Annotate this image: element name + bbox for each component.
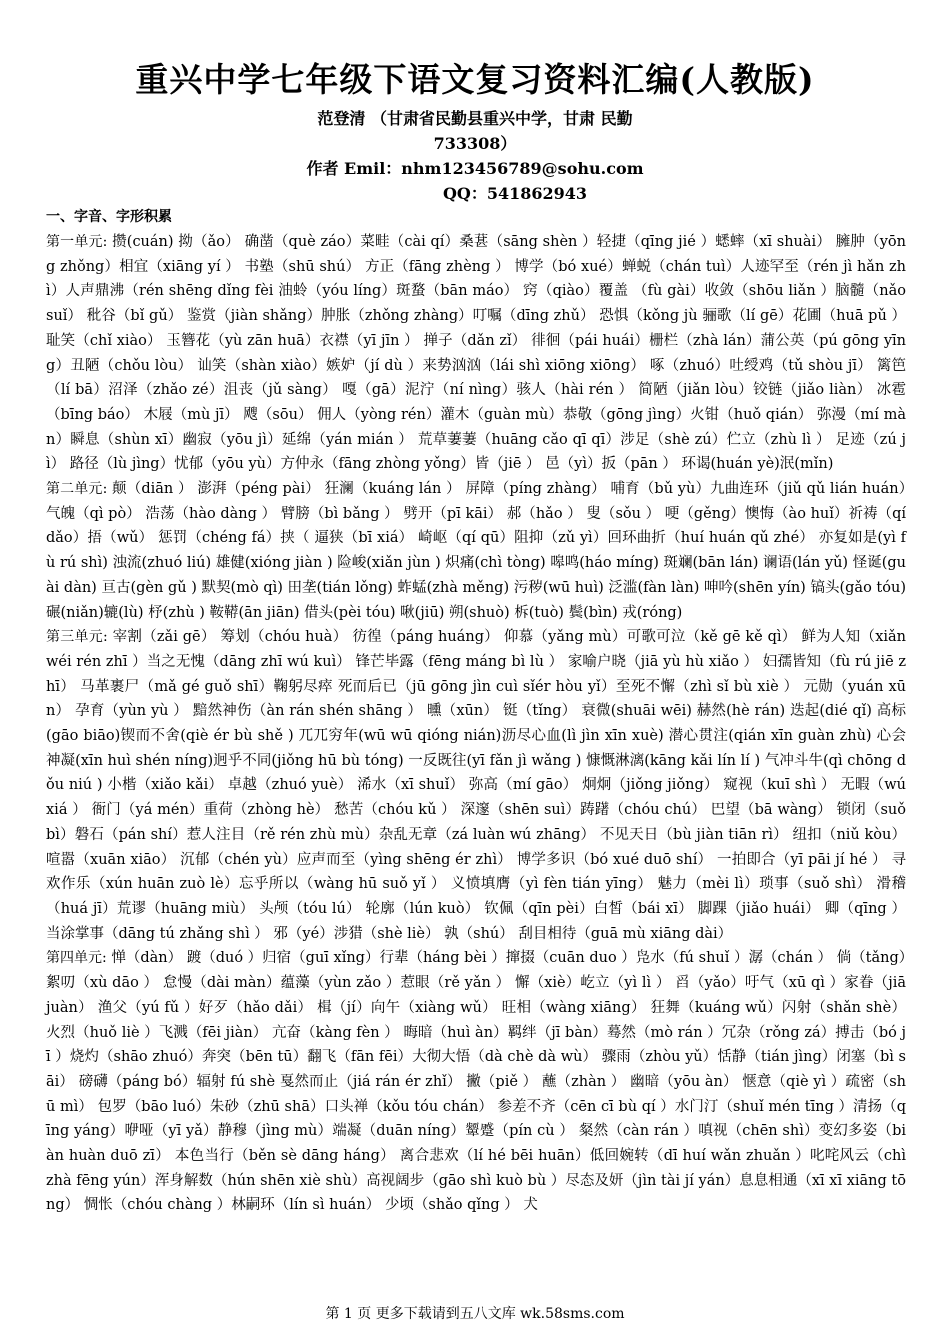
unit-label: 第一单元:	[46, 234, 108, 250]
unit-paragraph	[46, 230, 906, 477]
author-line: 范登清 （甘肃省民勤县重兴中学，甘肃 民勤	[317, 109, 633, 128]
unit-text: 宰割（zǎi gē） 筹划（chóu huà） 彷徨（páng huáng） 仰慕（yǎng mù）可歌可泣（kě gē kě qì） 鲜为人知（xiǎn wéi rén zhī ）当之无愧（dāng zhī wú kuì） 锋芒毕露（fēng máng bì lù ） 家喻户晓（jiā yù hù xiǎo ） 妇孺皆知（fù rú jiē zhī） 马革裹尸（mǎ gé guǒ shī）鞠躬尽瘁 死而后已（jū gōng jìn cuì sǐér hòu yǐ）至死不懈（zhì sǐ bù xiè ） 元勋（yuán xūn） 孕育（yùn yù ） 黯然神伤（àn rán shén shāng ） 曛（xūn） 铤（tǐng） 衰微(shuāi wēi) 赫然(hè rán) 迭起(dié qǐ) 高标(gāo biāo)锲而不舍(qiè ér bù shě ) 兀兀穷年(wū wū qióng nián)沥尽心血(lì jìn xīn xuè) 潜心贯注(qián xīn guàn zhù) 心会神凝(xīn huì shén níng)迥乎不同(jiǒng hū bù tóng) 一反既往(yī fǎn jì wǎng ) 慷慨淋漓(kāng kǎi lín lí ) 气冲斗牛(qì chōng dǒu niú ) 小楷（xiǎo kǎi） 卓越（zhuó yuè） 浠水（xī shuǐ） 弥高（mí gāo） 炯炯（jiǒng jiǒng） 窥视（kuī shì ） 无暇（wú xiá ） 衙门（yá mén）重荷（zhòng hè） 愁苦（chóu kǔ ） 深邃（shēn suì）踌躇（chóu chú） 巴望（bā wàng） 锁闭（suǒ bì）磐石（pán shí）惹人注目（rě rén zhù mù）杂乱无章（zá luàn wú zhāng） 不见天日（bù jiàn tiān rì） 纽扣（niǔ kòu） 喧嚣（xuān xiāo） 沉郁（chén yù）应声而至（yìng shēng ér zhì） 博学多识（bó xué duō shí） 一拍即合（yī pāi jí hé ） 寻欢作乐（xún huān zuò lè）忘乎所以（wàng hū suǒ yǐ ） 义愤填膺（yì fèn tián yīng） 魅力（mèi lì）琐事（suǒ shì） 滑稽（huá jī）荒谬（huāng miù） 头颅（tóu lú） 轮廓（lún kuò） 钦佩（qīn pèi）白皙（bái xī） 脚踝（jiǎo huái） 卿（qīng ） 当涂掌事（dāng tú zhǎng shì ） 邪（yé）涉猎（shè liè） 孰（shú） 刮目相待（guā mù xiāng dài）	[46, 629, 907, 942]
unit-label: 第四单元:	[46, 950, 107, 967]
postcode-line: 733308）	[433, 134, 517, 153]
document-title: 重兴中学七年级下语文复习资料汇编(人教版)	[135, 60, 815, 99]
unit-text: 惮（dàn） 踱（duó ）归宿（guī xǐng）行辈（háng bèi ）撺掇（cuān duo ）凫水（fú shuǐ ）潺（chán ） 倘（tǎng）絮叨（xù dāo ） 怠慢（dài màn）蕴藻（yùn zǎo ）惹眼（rě yǎn ） 懈（xiè）屹立（yì lì ） 舀（yǎo）吁气（xū qì ）家眷（jiā juàn） 渔父（yú fǔ ）好歹（hǎo dǎi） 楫（jí）向午（xiàng wǔ） 旺相（wàng xiāng） 狂舞（kuáng wǔ）闪射（shǎn shè） 火烈（huǒ liè ）飞溅（fēi jiàn） 亢奋（kàng fèn ） 晦暗（huì àn）羁绊（jī bàn）蓦然（mò rán ）冗杂（rǒng zá）搏击（bó jī ）烧灼（shāo zhuó）奔突（bēn tū）翻飞（fān fēi）大彻大悟（dà chè dà wù） 骤雨（zhòu yǔ）恬静（tián jìng）闭塞（bì sāi） 磅礴（páng bó）辐射 fú shè 戛然而止（jiá rán ér zhǐ） 撇（piě ） 蘸（zhàn ） 幽暗（yōu àn） 惬意（qiè yì ）疏密（shū mì） 包罗（bāo luó）朱砂（zhū shā）口头禅（kǒu tóu chán） 参差不齐（cēn cī bù qí ）水门汀（shuǐ mén tīng ）清扬（qīng yáng）咿哑（yī yǎ）静穆（jìng mù）端凝（duān níng）颦蹙（pín cù ） 粲然（càn rán ）嗔视（chēn shì）变幻多姿（biàn huàn duō zī） 本色当行（běn sè dāng háng） 离合悲欢（lí hé bēi huān）低回婉转（dī huí wǎn zhuǎn ）叱咤风云（chì zhà fēng yún）浑身解数（hún shēn xiè shù）高视阔步（gāo shì kuò bù ）尽态及妍（jìn tài jí yán）息息相通（xī xī xiāng tōng） 惆怅（chóu chàng ）林嗣环（lín sì huán） 少顷（shǎo qǐng ） 犬	[46, 950, 906, 1214]
unit-paragraph	[46, 946, 906, 1218]
unit-text: 颠（diān ） 澎湃（péng pài） 狂澜（kuáng lán ） 屏障（píng zhàng） 哺育（bǔ yù）九曲连环（jiǔ qǔ lián huán）气魄（qì pò） 浩荡（hào dàng ） 臂膀（bì bǎng ） 劈开（pī kāi） 郝（hǎo ） 叟（sǒu ） 哽（gěng）懊悔（ào huǐ）祈祷（qí dǎo）捂（wǔ） 惩罚（chéng fá）挟（ 逼狭（bī xiá） 崎岖（qí qū）阻抑（zǔ yì）回环曲折（huí huán qǔ zhé） 亦复如是(yì fù rú shì) 浊流(zhuó liú) 雄健(xióng jiàn ) 险峻(xiǎn jùn ) 炽痛(chì tòng) 嗥鸣(háo míng) 斑斓(bān lán) 谰语(lán yǔ) 怪诞(guài dàn) 亘古(gèn gǔ ) 默契(mò qì) 田垄(tián lǒng) 蚱蜢(zhà měng) 污秽(wū huì) 泛滥(fàn làn) 呻吟(shēn yín) 镐头(gǎo tóu)碾(niǎn)辘(lù) 杼(zhù ) 鞍鞯(ān jiān) 借头(pèi tóu) 啾(jiū) 朔(shuò) 柝(tuò) 鬓(bìn) 戎(róng)	[46, 481, 907, 621]
email-line: 作者 Emil：nhm123456789@sohu.com	[306, 159, 644, 178]
vocabulary-body	[46, 230, 906, 1218]
qq-line: QQ：541862943	[442, 184, 588, 203]
unit-label: 第三单元:	[46, 629, 108, 646]
page-footer: 第 1 页 更多下载请到五八文库 wk.58sms.com	[325, 1306, 625, 1322]
unit-paragraph	[46, 625, 906, 946]
unit-label: 第二单元:	[46, 481, 108, 498]
unit-paragraph	[46, 477, 906, 625]
unit-text: 攒(cuán) 拗（ǎo） 确凿（què záo）菜畦（cài qí）桑葚（sāng shèn ）轻捷（qīng jié ）蟋蟀（xī shuài） 臃肿（yōng zhǒng）相宜（xiāng yí ） 书塾（shū shú） 方正（fāng zhèng ） 博学（bó xué）蝉蜕（chán tuì）人迹罕至（rén jì hǎn zhì）人声鼎沸（rén shēng dǐng fèi 油蛉（yóu líng）斑蝥（bān máo） 窍（qiào）覆盖 （fù gài）收敛（shōu liǎn ）脑髓（nǎo suǐ） 秕谷（bǐ gǔ） 鉴赏（jiàn shǎng）肿胀（zhǒng zhàng）叮嘱（dīng zhǔ） 恐惧（kǒng jù 骊歌（lí gē）花圃（huā pǔ ）耻笑（chǐ xiào） 玉簪花（yù zān huā）衣襟（yī jīn ） 掸子（dǎn zǐ） 徘徊（pái huái）栅栏（zhà lán）蒲公英（pú gōng yīng）丑陋（chǒu lòu） 讪笑（shàn xiào）嫉妒（jí dù ）来势汹汹（lái shì xiōng xiōng） 啄（zhuó）吐绶鸡（tǔ shòu jī） 篱笆（lí bā）沼泽（zhǎo zé）沮丧（jǔ sàng） 嘎（gā）泥泞（ní nìng）骇人（hài rén ） 简陋（jiǎn lòu）铰链（jiǎo liàn） 冰雹（bīng báo） 木屐（mù jī） 飕（sōu） 佣人（yòng rén）灌木（guàn mù）恭敬（gōng jìng）火钳（huǒ qián） 弥漫（mí màn）瞬息（shùn xī）幽寂（yōu jì）延绵（yán mián ） 荒草萋萋（huāng cǎo qī qī）涉足（shè zú）伫立（zhù lì ） 足迹（zú jì） 路径（lù jìng）忧郁（yōu yù）方仲永（fāng zhòng yǒng）皆（jiē ） 邑（yì）扳（pān ） 环谒(huán yè)泯(mǐn)	[46, 234, 906, 473]
section-heading: 一、字音、字形积累	[46, 209, 172, 225]
